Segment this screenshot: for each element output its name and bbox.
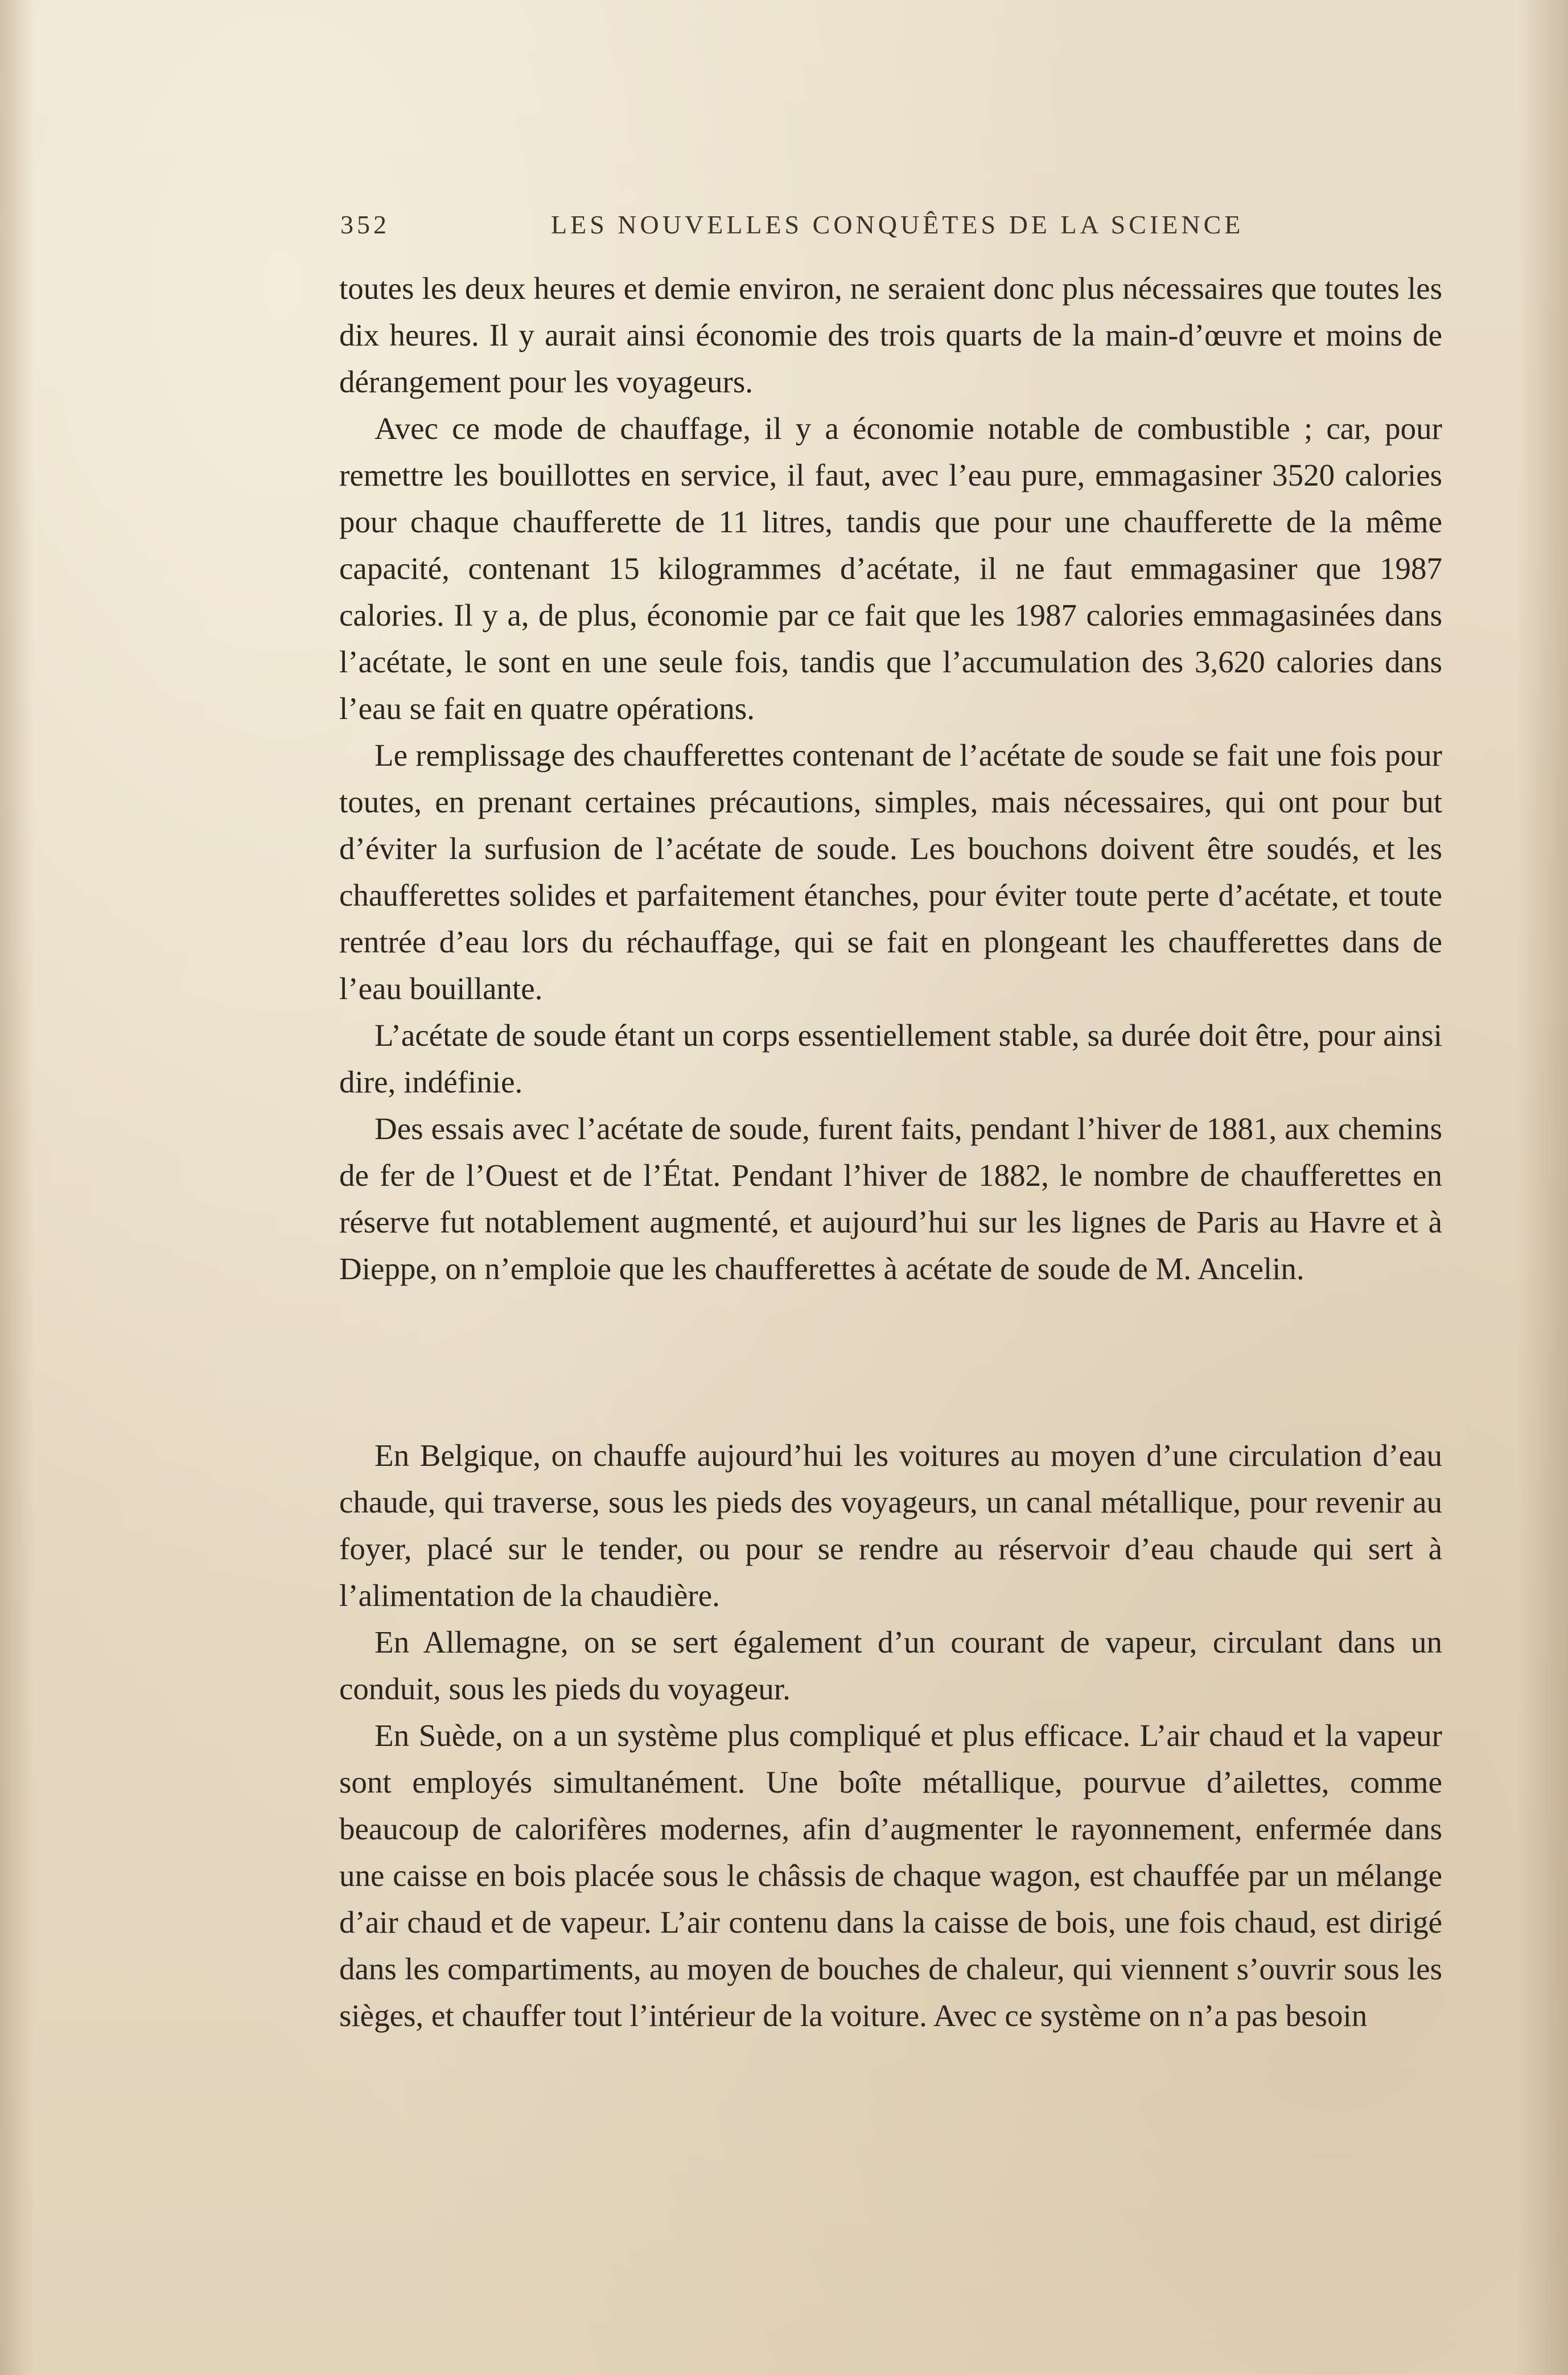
page-header xyxy=(340,209,1244,249)
paragraph-continuation: toutes les deux heures et demie environ, ne seraient donc plus nécessaires que toutes les dix heures. Il y aurait ainsi économie des trois quarts de la main-d’œuvre et moins de dérangement pour les voyageurs. xyxy=(339,271,1442,399)
text-block-upper xyxy=(339,265,1442,1292)
running-title: LES NOUVELLES CONQUÊTES DE LA SCIENCE xyxy=(551,210,1244,239)
page-edge-shadow-left xyxy=(0,0,34,2375)
paragraph-acetate-stability: L’acétate de soude étant un corps essentiellement stable, sa durée doit être, pour ainsi dire, indéfinie. xyxy=(339,1018,1442,1099)
paragraph-germany: En Allemagne, on se sert également d’un courant de vapeur, circulant dans un conduit, sous les pieds du voyageur. xyxy=(339,1625,1442,1706)
page-number: 352 xyxy=(340,210,390,239)
paragraph-filling-chaufferettes: Le remplissage des chaufferettes contenant de l’acétate de soude se fait une fois pour toutes, en prenant certaines précautions, simples, mais nécessaires, qui ont pour but d’éviter la surfusion de l’acétate de soude. Les bouchons doivent être soudés, et les chaufferettes solides et parfaitement étanches, pour éviter toute perte d’acétate, et toute rentrée d’eau lors du réchauffage, qui se fait en plongeant les chaufferettes dans de l’eau bouillante. xyxy=(339,738,1442,1006)
paragraph-combustible-economy: Avec ce mode de chauffage, il y a économie notable de combustible ; car, pour remettre les bouillottes en service, il faut, avec l’eau pure, emmagasiner 3520 calories pour chaque chaufferette de 11 litres, tandis que pour une chaufferette de la même capacité, contenant 15 kilogrammes d’acétate, il ne faut emmagasiner que 1987 calories. Il y a, de plus, économie par ce fait que les 1987 calories emmagasinées dans l’acétate, le sont en une seule fois, tandis que l’accumulation des 3,620 calories dans l’eau se fait en quatre opérations. xyxy=(339,411,1442,726)
paragraph-trials-1881: Des essais avec l’acétate de soude, furent faits, pendant l’hiver de 1881, aux chemins de fer de l’Ouest et de l’État. Pendant l’hiver de 1882, le nombre de chaufferettes en réserve fut notablement augmenté, et aujourd’hui sur les lignes de Paris au Havre et à Dieppe, on n’emploie que les chaufferettes à acétate de soude de M. Ancelin. xyxy=(339,1111,1442,1286)
page-edge-shadow-right xyxy=(1517,0,1568,2375)
paragraph-belgium: En Belgique, on chauffe aujourd’hui les voitures au moyen d’une circulation d’eau chaude, qui traverse, sous les pieds des voyageurs, un canal métallique, pour revenir au foyer, placé sur le tender, ou pour se rendre au réservoir d’eau chaude qui sert à l’alimentation de la chaudière. xyxy=(339,1438,1442,1613)
paragraph-sweden: En Suède, on a un système plus compliqué et plus efficace. L’air chaud et la vapeur sont employés simultanément. Une boîte métallique, pourvue d’ailettes, comme beaucoup de calorifères modernes, afin d’augmenter le rayonnement, enfermée dans une caisse en bois placée sous le châssis de chaque wagon, est chauffée par un mélange d’air chaud et de vapeur. L’air contenu dans la caisse de bois, une fois chaud, est dirigé dans les compartiments, au moyen de bouches de chaleur, qui viennent s’ouvrir sous les sièges, et chauffer tout l’intérieur de la voiture. Avec ce système on n’a pas besoin xyxy=(339,1718,1442,2033)
text-block-lower xyxy=(339,1432,1442,2039)
